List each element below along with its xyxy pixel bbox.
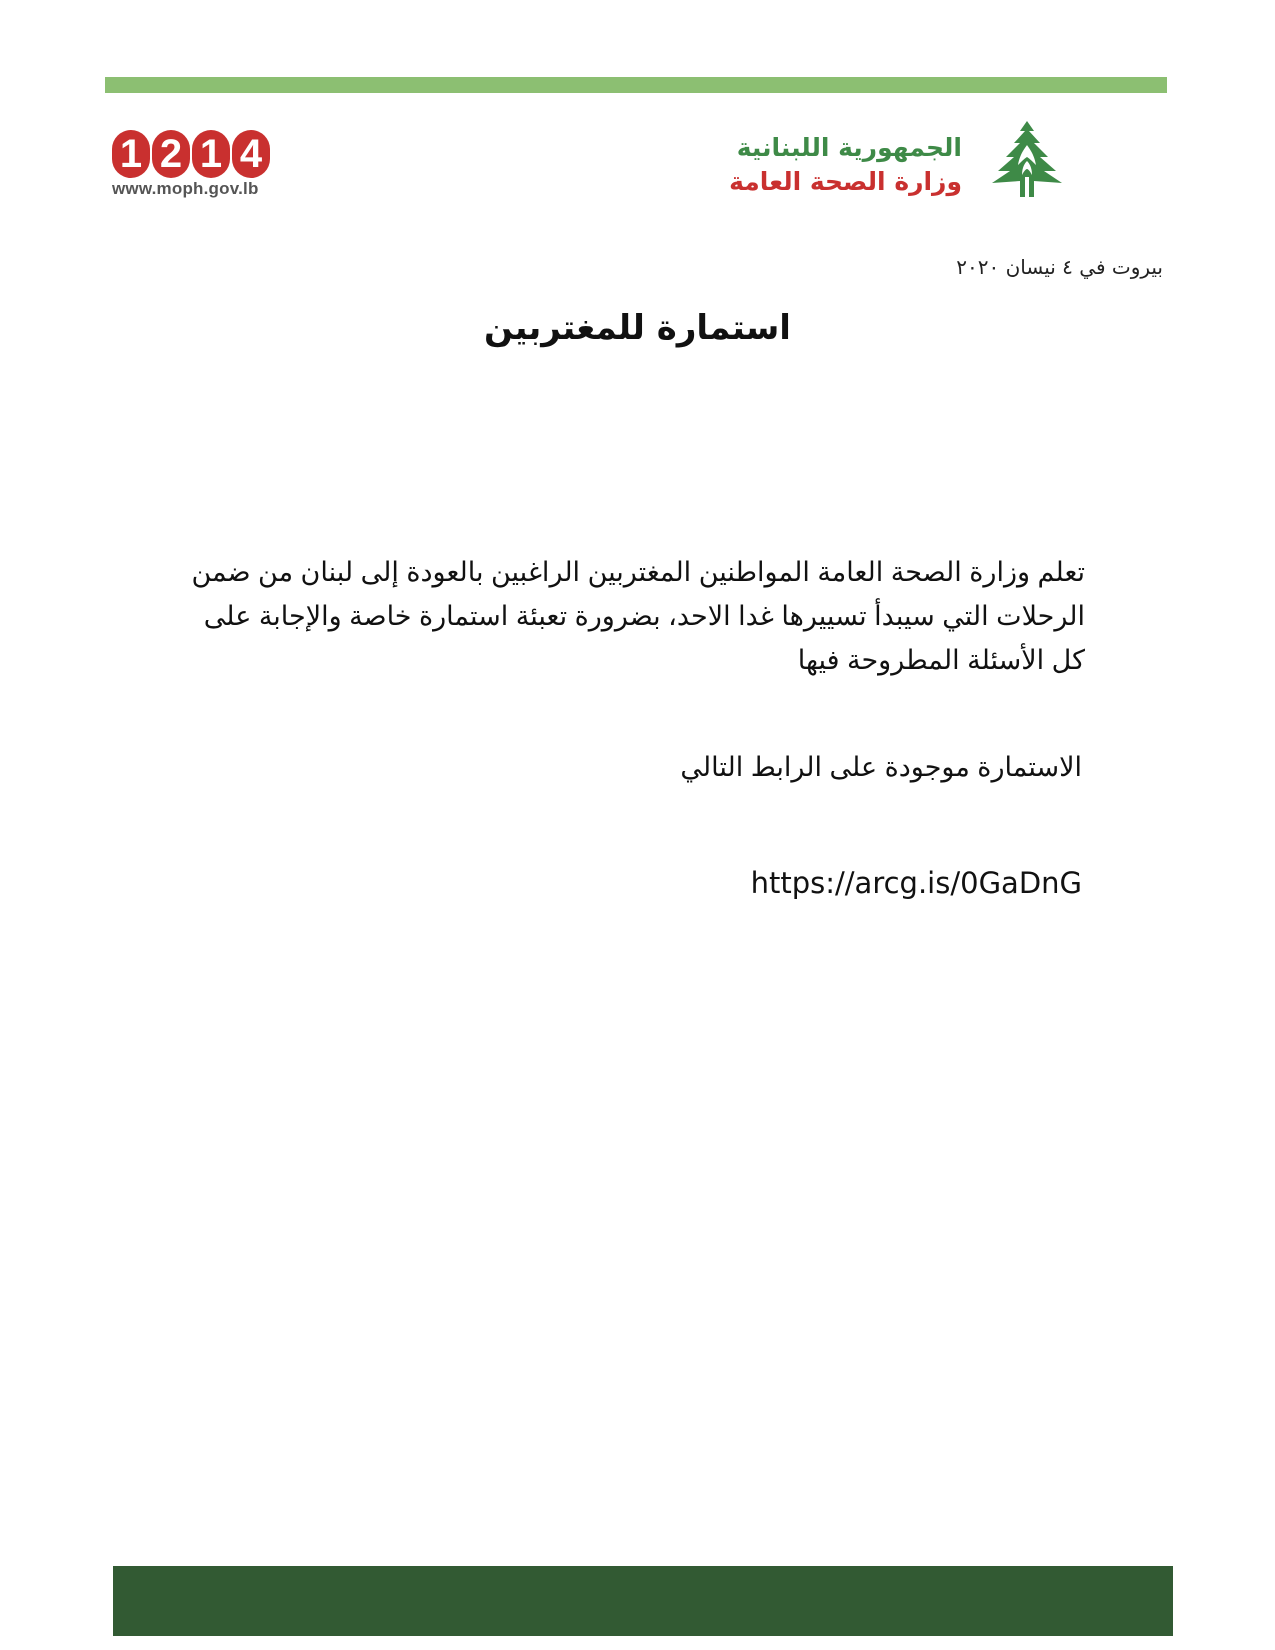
hotline-digit: 1 bbox=[112, 130, 150, 178]
ministry-logo bbox=[712, 117, 1072, 207]
date-line: بيروت في ٤ نيسان ٢٠٢٠ bbox=[956, 255, 1163, 279]
hotline-digit: 4 bbox=[232, 130, 270, 178]
hotline-logo bbox=[112, 130, 282, 199]
page-title: استمارة للمغتربين bbox=[484, 308, 791, 348]
link-intro-text: الاستمارة موجودة على الرابط التالي bbox=[680, 752, 1082, 782]
top-green-bar bbox=[105, 77, 1167, 93]
republic-name: الجمهورية اللبنانية bbox=[736, 133, 962, 162]
hotline-digit: 2 bbox=[152, 130, 190, 178]
body-paragraph: تعلم وزارة الصحة العامة المواطنين المغتربين الراغبين بالعودة إلى لبنان من ضمن الرحلات التي سيبدأ تسييرها غدا الاحد، بضرورة تعبئة استمارة خاصة والإجابة على كل الأسئلة المطروحة فيها bbox=[191, 557, 1085, 675]
ministry-name: وزارة الصحة العامة bbox=[729, 167, 962, 196]
hotline-digits bbox=[112, 130, 282, 178]
bottom-green-bar bbox=[113, 1566, 1173, 1636]
hotline-digit: 1 bbox=[192, 130, 230, 178]
ministry-logo-text bbox=[729, 131, 962, 199]
hotline-website: www.moph.gov.lb bbox=[112, 179, 259, 198]
cedar-logo-icon bbox=[982, 117, 1072, 201]
form-link[interactable]: https://arcg.is/0GaDnG bbox=[750, 866, 1082, 900]
